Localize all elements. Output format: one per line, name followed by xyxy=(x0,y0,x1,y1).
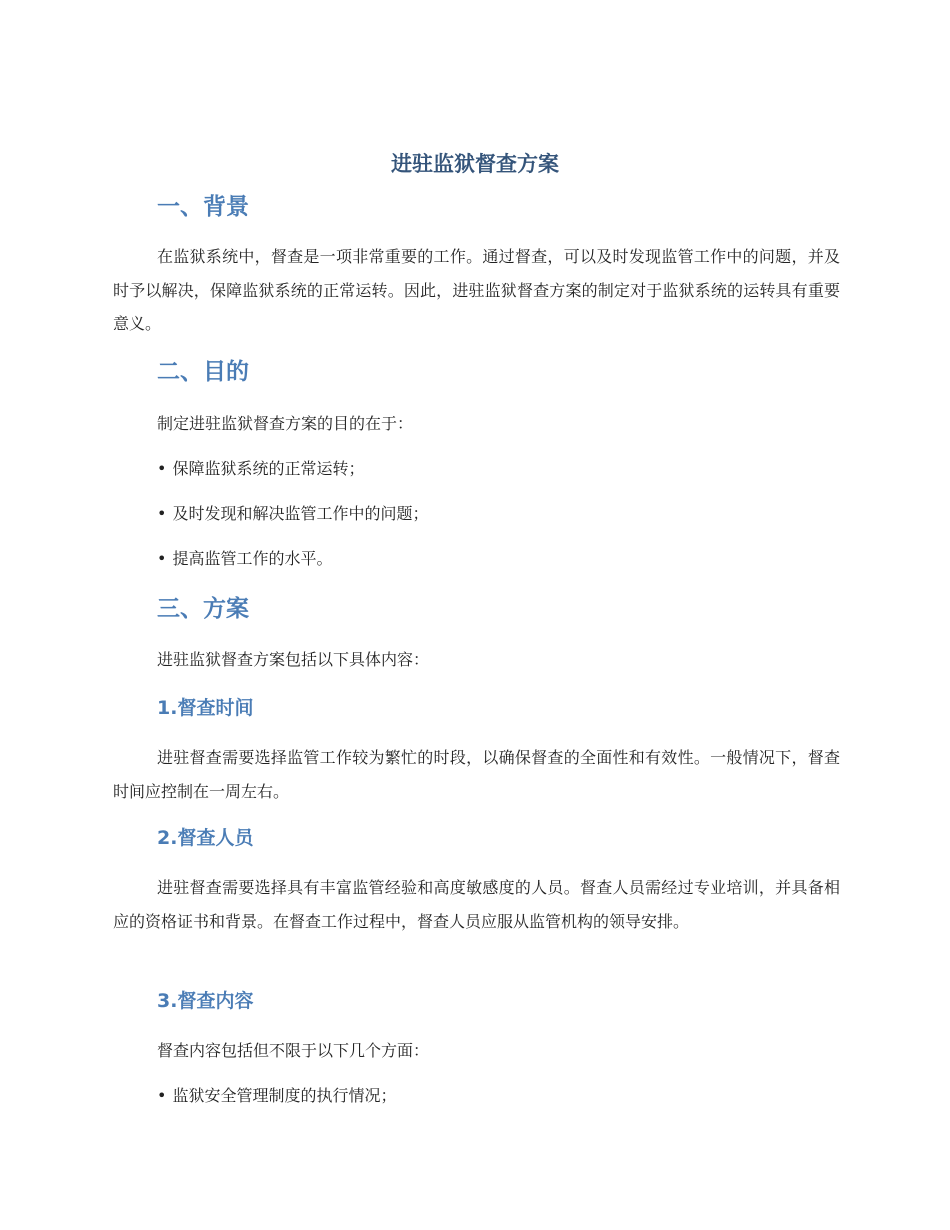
list-item xyxy=(157,454,364,484)
heading-background: 一、背景 xyxy=(157,194,249,220)
personnel-paragraph: 进驻督查需要选择具有丰富监管经验和高度敏感度的人员。督查人员需经过专业培训，并具备相应的资格证书和背景。在督查工作过程中，督查人员应服从监管机构的领导安排。 xyxy=(113,878,840,931)
bullet-marker: • xyxy=(157,504,167,523)
list-item xyxy=(157,544,332,574)
bullet-marker: • xyxy=(157,1086,167,1105)
heading-plan: 三、方案 xyxy=(157,596,249,622)
document-title: 进驻监狱督查方案 xyxy=(391,152,559,176)
content-intro: 督查内容包括但不限于以下几个方面： xyxy=(157,1041,430,1060)
subheading-personnel: 2.督查人员 xyxy=(157,827,254,849)
time-paragraph: 进驻督查需要选择监管工作较为繁忙的时段，以确保督查的全面性和有效性。一般情况下，督查时间应控制在一周左右。 xyxy=(113,748,840,801)
list-item xyxy=(157,499,428,529)
purpose-bullet-1: 保障监狱系统的正常运转； xyxy=(172,459,365,478)
content-bullet-1: 监狱安全管理制度的执行情况； xyxy=(172,1086,397,1105)
purpose-bullet-3: 提高监管工作的水平。 xyxy=(172,549,333,568)
bullet-marker: • xyxy=(157,549,167,568)
purpose-bullet-2: 及时发现和解决监管工作中的问题； xyxy=(172,504,429,523)
subheading-content: 3.督查内容 xyxy=(157,990,254,1012)
purpose-intro: 制定进驻监狱督查方案的目的在于： xyxy=(157,414,414,433)
bullet-marker: • xyxy=(157,459,167,478)
plan-intro: 进驻监狱督查方案包括以下具体内容： xyxy=(157,650,430,669)
heading-purpose: 二、目的 xyxy=(157,359,249,385)
background-paragraph: 在监狱系统中，督查是一项非常重要的工作。通过督查，可以及时发现监管工作中的问题，并及时予以解决，保障监狱系统的正常运转。因此，进驻监狱督查方案的制定对于监狱系统的运转具有重要意义。 xyxy=(113,247,840,333)
list-item xyxy=(157,1081,396,1111)
subheading-time: 1.督查时间 xyxy=(157,697,254,719)
